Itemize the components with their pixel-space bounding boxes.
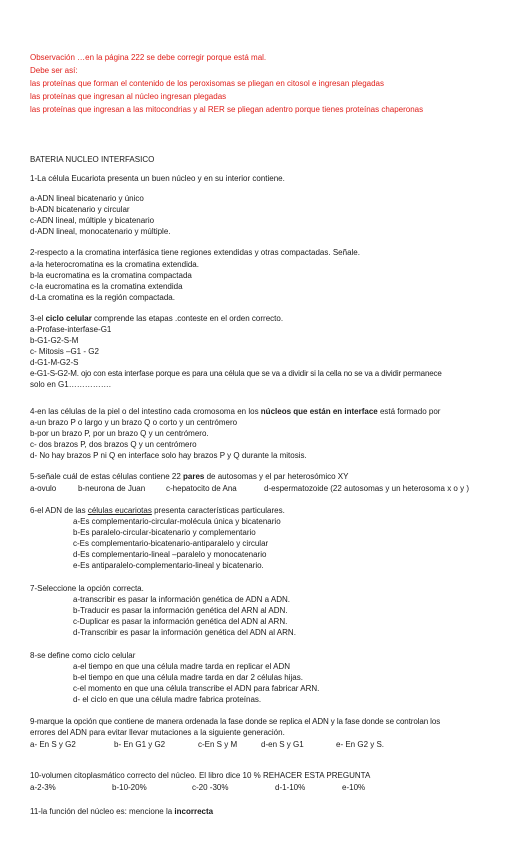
question-5 (30, 471, 348, 482)
observation-line-3: las proteínas que forman el contenido de los peroxisomas se pliegan en citosol e ingresan plegadas (30, 79, 384, 88)
q6-option-a: a-Es complementario-circular-molécula única y bicatenario (73, 517, 281, 526)
q9-option-b: b- En G1 y G2 (114, 740, 166, 749)
q5-option-c: c-hepatocito de Ana (166, 484, 237, 493)
q6-option-b: b-Es paralelo-circular-bicatenario y complementario (73, 528, 256, 537)
observation-line-2: Debe ser así: (30, 66, 78, 75)
document-title: BATERIA NUCLEO INTERFASICO (30, 155, 155, 164)
q10-option-c: c-20 -30% (192, 783, 229, 792)
question-2: 2-respecto a la cromatina interfásica tiene regiones extendidas y otras compactadas. Señale. (30, 248, 360, 257)
question-1: 1-La célula Eucariota presenta un buen núcleo y en su interior contiene. (30, 174, 285, 183)
question-10: 10-volumen citoplasmático correcto del núcleo. El libro dice 10 % REHACER ESTA PREGUNTA (30, 771, 371, 780)
q8-option-d: d- el ciclo en que una célula madre fabrica proteínas. (73, 695, 262, 704)
q9-option-a: a- En S y G2 (30, 740, 76, 749)
q2-option-c: c-la eucromatina es la cromatina extendida (30, 282, 183, 291)
q7-option-a: a-transcribir es pasar la información genética de ADN a ADN. (73, 595, 290, 604)
q9-option-c: c-En S y M (198, 740, 238, 749)
q5-options-row (30, 483, 469, 494)
q4-option-d: d- No hay brazos P ni Q en interface solo hay brazos P y Q durante la mitosis. (30, 451, 307, 460)
q5-option-a: a-ovulo (30, 484, 57, 493)
q9-option-d: d-en S y G1 (261, 740, 304, 749)
q6-option-c: c-Es complementario-bicatenario-antiparalelo y circular (73, 539, 269, 548)
q9-option-e: e- En G2 y S. (336, 740, 385, 749)
q2-option-b: b-la eucromatina es la cromatina compactada (30, 271, 192, 280)
q8-option-b: b-el tiempo en que una célula madre tarda en dar 2 células hijas. (73, 673, 303, 682)
observation-line-5: las proteínas que ingresan a las mitocondrias y al RER se pliegan adentro porque tienes proteínas chaperonas (30, 105, 424, 114)
q3-option-c: c- Mitosis –G1 - G2 (30, 347, 99, 356)
q9-options-row (30, 739, 384, 750)
q10-option-e: e-10% (342, 783, 366, 792)
q11-text-pre: 11-la función del núcleo es: mencione la (30, 807, 175, 816)
question-11 (30, 806, 213, 817)
q10-options-row (30, 782, 365, 793)
q3-option-e-cont: solo en G1……………. (30, 380, 111, 389)
q1-option-b: b-ADN bicatenario y circular (30, 205, 130, 214)
q2-option-d: d-La cromatina es la región compactada. (30, 293, 175, 302)
observation-line-1: Observación …en la página 222 se debe corregir porque está mal. (30, 53, 267, 62)
q1-option-a: a-ADN lineal bicatenario y único (30, 194, 144, 203)
q3-text-bold: ciclo celular (45, 314, 92, 323)
q3-option-b: b-G1-G2-S-M (30, 336, 79, 345)
observation-line-4: las proteínas que ingresan al núcleo ingresan plegadas (30, 92, 227, 101)
question-6 (30, 505, 285, 516)
q3-option-e: e-G1-S-G2-M. ojo con esta interfase porque es para una célula que se va a dividir si la cella no se va a dividir permanece (30, 369, 442, 378)
q6-text-post: presenta características particulares. (151, 506, 285, 515)
q3-text-pre: 3-el (30, 314, 46, 323)
q8-option-c: c-el momento en que una célula transcribe el ADN para fabricar ARN. (73, 684, 320, 693)
q1-option-c: c-ADN lineal, múltiple y bicatenario (30, 216, 155, 225)
question-8: 8-se define como ciclo celular (30, 651, 136, 660)
q7-option-c: c-Duplicar es pasar la información genética del ADN al ARN. (73, 617, 288, 626)
q11-text-bold: incorrecta (174, 807, 214, 816)
q4-text-post: está formado por (377, 407, 441, 416)
q4-option-a: a-un brazo P o largo y un brazo Q o corto y un centrómero (30, 418, 238, 427)
q3-text-post: comprende las etapas .conteste en el orden correcto. (91, 314, 284, 323)
q1-option-d: d-ADN lineal, monocatenario y múltiple. (30, 227, 171, 236)
q6-text-pre: 6-el ADN de las (30, 506, 88, 515)
q8-option-a: a-el tiempo en que una célula madre tarda en replicar el ADN (73, 662, 291, 671)
q6-text-underlined: células eucariotas (87, 506, 152, 515)
q4-option-b: b-por un brazo P, por un brazo Q y un centrómero. (30, 429, 209, 438)
q10-option-a: a-2-3% (30, 783, 56, 792)
question-7: 7-Seleccione la opción correcta. (30, 584, 144, 593)
q10-option-b: b-10-20% (112, 783, 147, 792)
q5-text-bold: pares (183, 472, 205, 481)
q4-option-c: c- dos brazos P, dos brazos Q y un centrómero (30, 440, 197, 449)
q5-option-b: b-neurona de Juan (78, 484, 146, 493)
q3-option-a: a-Profase-interfase-G1 (30, 325, 112, 334)
q2-option-a: a-la heterocromatina es la cromatina extendida. (30, 260, 199, 269)
question-9-cont: errores del ADN para evitar llevar mutaciones a la siguiente generación. (30, 728, 285, 737)
q10-option-d: d-1-10% (275, 783, 306, 792)
q5-option-d: d-espermatozoide (22 autosomas y un heterosoma x o y ) (264, 484, 469, 493)
question-4 (30, 406, 440, 417)
q5-text-pre: 5-señale cuál de estas células contiene 22 (30, 472, 183, 481)
q4-text-pre: 4-en las células de la piel o del intestino cada cromosoma en los (30, 407, 261, 416)
question-3 (30, 313, 283, 324)
q6-option-e: e-Es antiparalelo-complementario-lineal y bicatenario. (73, 561, 264, 570)
q3-option-d: d-G1-M-G2-S (30, 358, 79, 367)
q5-text-post: de autosomas y el par heterosómico XY (204, 472, 349, 481)
question-9: 9-marque la opción que contiene de manera ordenada la fase donde se replica el ADN y la fase donde se controlan los (30, 717, 441, 726)
q6-option-d: d-Es complementario-lineal –paralelo y monocatenario (73, 550, 267, 559)
q4-text-bold: núcleos que están en interface (260, 407, 378, 416)
q7-option-b: b-Traducir es pasar la información genética del ARN al ADN. (73, 606, 288, 615)
q7-option-d: d-Transcribir es pasar la información genética del ADN al ARN. (73, 628, 296, 637)
